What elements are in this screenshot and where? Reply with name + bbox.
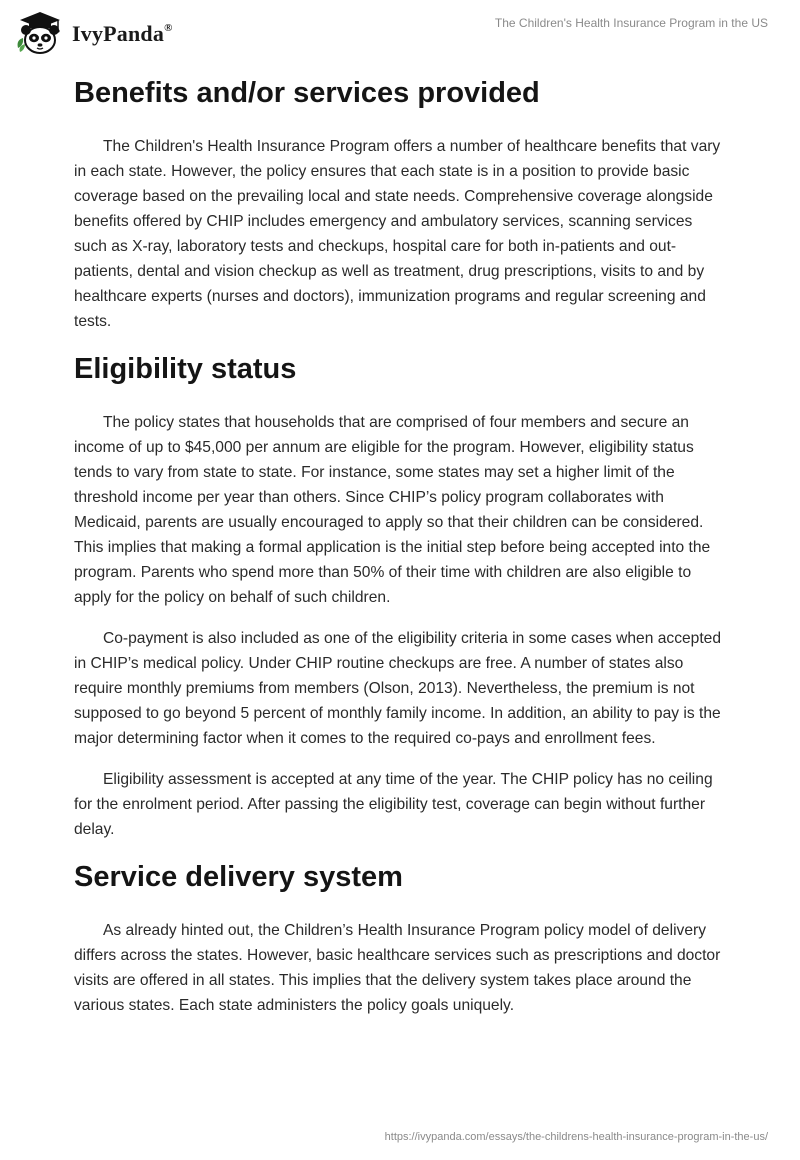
paragraph: Co-payment is also included as one of the eligibility criteria in some cases when accepted in CHIP’s medical policy. Under CHIP routine checkups are free. A number of states also require monthly premiums from members (Olson, 2013). Nevertheless, the premium is not supposed to go beyond 5 percent of monthly family income. In addition, an ability to pay is the major determining factor when it comes to the required co-pays and enrollment fees. bbox=[74, 630, 722, 747]
section-heading-benefits: Benefits and/or services provided bbox=[74, 77, 540, 109]
paragraph: The Children's Health Insurance Program offers a number of healthcare benefits that vary in each state. However, the policy ensures that each state is in a position to provide basic coverage based on the prevailing local and state needs. Comprehensive coverage alongside benefits offered by CHIP includes emergency and ambulatory services, scanning services such as X-ray, laboratory tests and checkups, hospital care for both in-patients and out-patients, dental and vision checkup as well as treatment, drug prescriptions, visits to and by healthcare experts (nurses and doctors), immunization programs and regular screening and tests. bbox=[74, 138, 721, 330]
ivypanda-logo[interactable] bbox=[14, 8, 173, 56]
paragraph: The policy states that households that are comprised of four members and secure an income of up to $45,000 per annum are eligible for the program. However, eligibility status tends to vary from state to state. For instance, some states may set a higher limit of the threshold income per year than others. Since CHIP’s policy program collaborates with Medicaid, parents are usually encouraged to apply so that their children can be considered. This implies that making a formal application is the initial step before being accepted into the program. Parents who spend more than 50% of their time with children are also eligible to apply for the policy on behalf of such children. bbox=[74, 414, 711, 606]
paragraph: Eligibility assessment is accepted at any time of the year. The CHIP policy has no ceiling for the enrolment period. After passing the eligibility test, coverage can begin without further delay. bbox=[74, 771, 713, 838]
section-heading-service-delivery: Service delivery system bbox=[74, 861, 403, 893]
logo-wordmark: IvyPanda® bbox=[72, 21, 173, 46]
source-url-link[interactable]: https://ivypanda.com/essays/the-childrens-health-insurance-program-in-the-us/ bbox=[384, 1131, 768, 1143]
paragraph: As already hinted out, the Children’s Health Insurance Program policy model of delivery differs across the states. However, basic healthcare services such as prescriptions and doctor visits are offered in all states. This implies that the delivery system takes place around the various states. Each state administers the policy goals uniquely. bbox=[74, 922, 721, 1014]
essay-content bbox=[74, 72, 726, 1018]
panda-graduate-icon bbox=[14, 8, 66, 56]
page-header bbox=[0, 0, 800, 62]
document-title: The Children's Health Insurance Program in the US bbox=[494, 16, 768, 30]
section-heading-eligibility: Eligibility status bbox=[74, 353, 297, 385]
